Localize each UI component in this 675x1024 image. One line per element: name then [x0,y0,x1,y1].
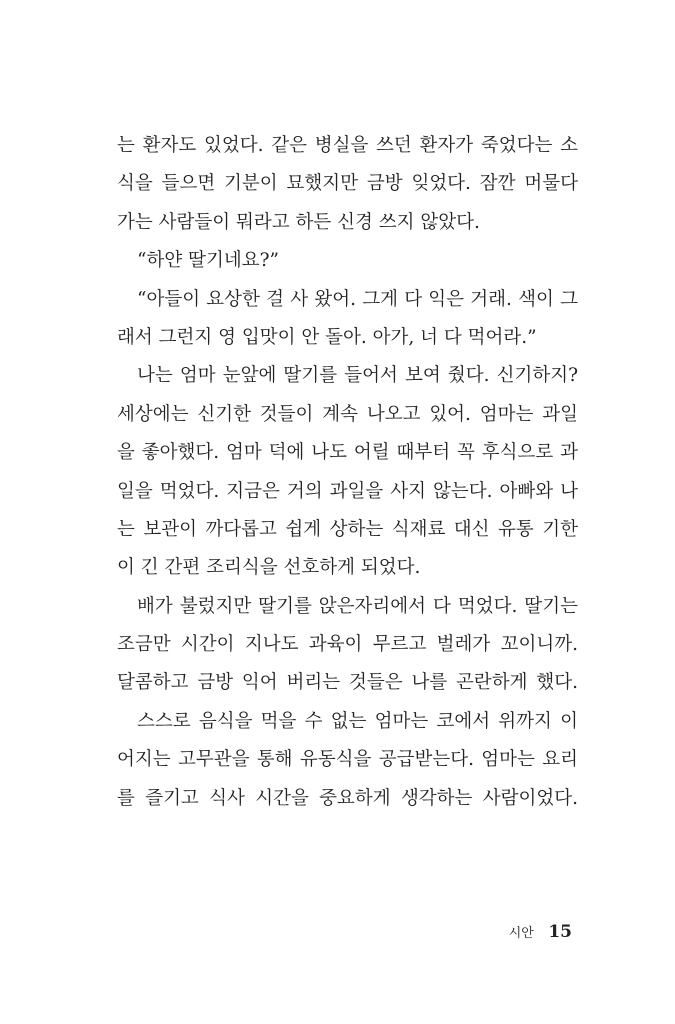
body-text [117,127,578,818]
text-line: 가는 사람들이 뭐라고 하든 신경 쓰지 않았다. [117,211,480,233]
text-line: 을 좋아했다. 엄마 덕에 나도 어릴 때부터 꼭 후식으로 과 [117,442,578,464]
text-line: 배가 불렀지만 딸기를 앉은자리에서 다 먹었다. 딸기는 [137,595,578,617]
text-line: 는 보관이 까다롭고 쉽게 상하는 식재료 대신 유통 기한 [117,518,578,540]
text-line: 달콤하고 금방 익어 버리는 것들은 나를 곤란하게 했다. [117,672,578,694]
page-number: 15 [548,922,572,942]
text-line: 어지는 고무관을 통해 유동식을 공급받는다. 엄마는 요리 [117,749,578,771]
text-line: 세상에는 신기한 것들이 계속 나오고 있어. 엄마는 과일 [117,403,578,425]
page-footer [509,922,572,942]
text-line: 이 긴 간편 조리식을 선호하게 되었다. [117,557,421,579]
text-line: “하얀 딸기네요?” [137,250,279,272]
text-line: “아들이 요상한 걸 사 왔어. 그게 다 익은 거래. 색이 그 [137,288,578,310]
text-line: 일을 먹었다. 지금은 거의 과일을 사지 않는다. 아빠와 나 [117,480,578,502]
text-line: 래서 그런지 영 입맛이 안 돌아. 아가, 너 다 먹어라.” [117,326,537,348]
text-line: 조금만 시간이 지나도 과육이 무르고 벌레가 꼬이니까. [117,634,578,656]
text-line: 나는 엄마 눈앞에 딸기를 들어서 보여 줬다. 신기하지? [137,365,578,387]
text-line: 를 즐기고 식사 시간을 중요하게 생각하는 사람이었다. [117,787,578,809]
text-line: 스스로 음식을 먹을 수 없는 엄마는 코에서 위까지 이 [137,710,578,732]
running-title: 시안 [508,926,534,941]
text-line: 식을 들으면 기분이 묘했지만 금방 잊었다. 잠깐 머물다 [117,173,578,195]
text-line: 는 환자도 있었다. 같은 병실을 쓰던 환자가 죽었다는 소 [117,135,578,156]
